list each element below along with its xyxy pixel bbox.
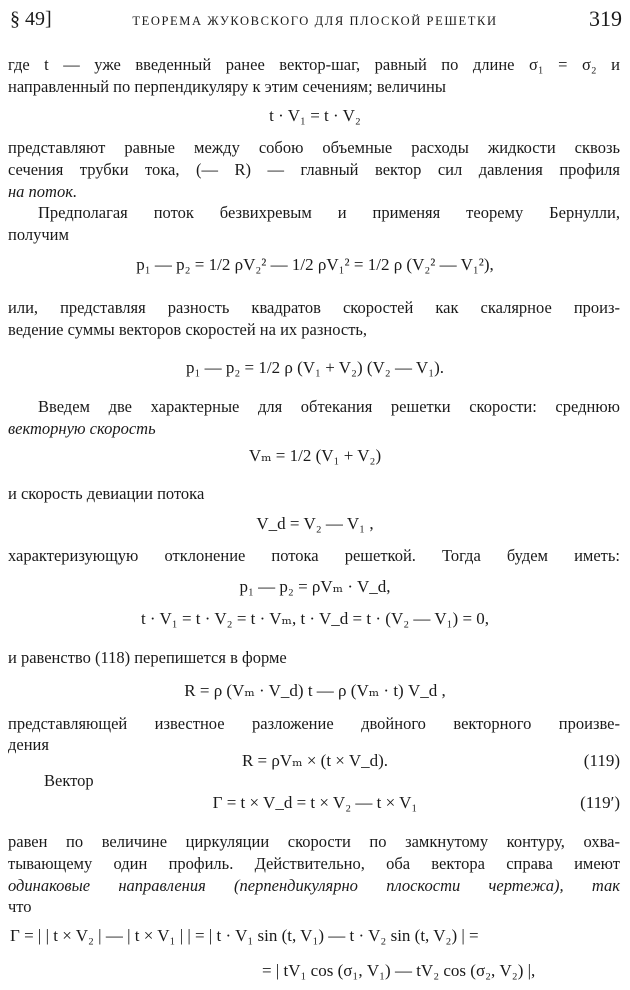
text-line: где t — уже введенный ранее вектор-шаг, равный по длине σ₁ = σ₂ и [8,55,620,74]
text-line: Предполагая поток безвихревым и применяя теорему Бернулли, [38,203,620,222]
text-line: или, представляя разность квадратов скоростей как скалярное произ- [8,298,620,317]
equation-number-119-prime: (119′) [580,793,620,812]
text-line: и скорость девиации потока [8,484,205,503]
text-line: характеризующую отклонение потока решеткой. Тогда будем иметь: [8,546,620,565]
equation-119-prime: Γ = t × V_d = t × V₂ — t × V₁ [212,793,418,812]
text-line: получим [8,225,69,244]
italic-phrase: векторную скорость [8,419,156,438]
equation-bernoulli: p₁ — p₂ = 1/2 ρV₂² — 1/2 ρV₁² = 1/2 ρ (V₂² — V₁²), [136,255,494,274]
text-line [8,876,620,896]
equation-r: R = ρ (Vₘ · V_d) t — ρ (Vₘ · t) V_d , [184,681,446,700]
equation-gamma-2: = | tV₁ cos (σ₁, V₁) — tV₂ cos (σ₂, V₂) |, [262,961,536,980]
text-line [8,419,620,439]
equation-t-products: t · V₁ = t · V₂ = t · Vₘ, t · V_d = t · (V₂ — V₁) = 0, [140,609,490,628]
text-line: Введем две характерные для обтекания решетки скорости: среднюю [38,397,620,416]
text-line [8,182,620,202]
text-line: равен по величине циркуляции скорости по замкнутому контуру, охва- [8,832,620,851]
page-number: 319 [589,6,622,31]
text-line: Вектор [44,771,94,790]
equation-tv: t · V₁ = t · V₂ [269,106,361,125]
equation-number-119: (119) [583,751,620,770]
text-line: дения [8,735,49,754]
text-line: что [8,897,32,916]
equation-vd: V_d = V₂ — V₁ , [256,514,374,533]
equation-119: R = ρVₘ × (t × V_d). [241,751,389,770]
equation-difference: p₁ — p₂ = 1/2 ρ (V₁ + V₂) (V₂ — V₁). [185,358,445,377]
text-line: направленный по перпендикуляру к этим сечениям; величины [8,77,446,96]
running-title: ТЕОРЕМА ЖУКОВСКОГО ДЛЯ ПЛОСКОЙ РЕШЕТКИ [132,14,498,28]
section-number: § 49] [10,8,52,30]
italic-phrase: на поток. [8,182,78,201]
italic-phrase: одинаковые направления (перпендикулярно плоскости чертежа), так [8,876,620,895]
text-line: представляют равные между собою объемные расходы жидкости сквозь [8,138,620,157]
text-line: представляющей известное разложение двойного векторного произве- [8,714,620,733]
equation-pressure: p₁ — p₂ = ρVₘ · V_d, [239,577,391,596]
text-line: и равенство (118) перепишется в форме [8,648,287,667]
page-header [0,8,630,40]
text-line: сечения трубки тока, (— R) — главный вектор сил давления профиля [8,160,620,179]
equation-gamma-1: Γ = | | t × V₂ | — | t × V₁ | | = | t · V₁ sin (t, V₁) — t · V₂ sin (t, V₂) | = [10,926,479,945]
equation-vm: Vₘ = 1/2 (V₁ + V₂) [248,446,382,465]
text-line: ведение суммы векторов скоростей на их разность, [8,320,368,339]
text-line: тывающему один профиль. Действительно, оба вектора справа имеют [8,854,620,873]
